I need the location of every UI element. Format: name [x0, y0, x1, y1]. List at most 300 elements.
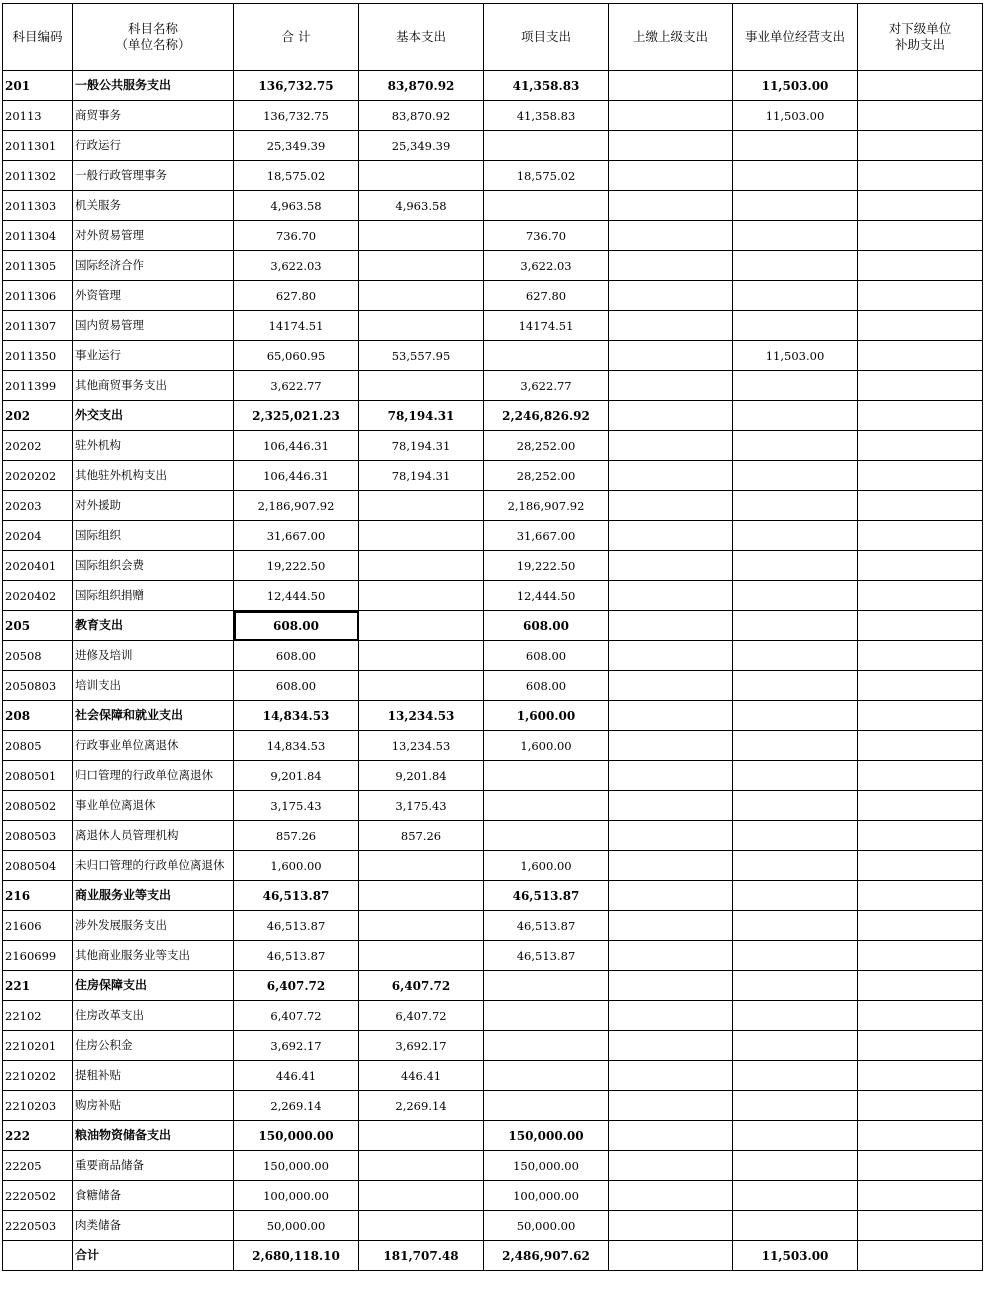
cell-project[interactable]: 608.00: [484, 671, 609, 701]
cell-business[interactable]: [733, 941, 858, 971]
cell-basic[interactable]: [359, 671, 484, 701]
cell-upper[interactable]: [609, 251, 733, 281]
cell-name[interactable]: 国际组织会费: [73, 551, 234, 581]
cell-total[interactable]: 136,732.75: [234, 101, 359, 131]
cell-basic[interactable]: 83,870.92: [359, 71, 484, 101]
cell-project[interactable]: 1,600.00: [484, 701, 609, 731]
cell-basic[interactable]: 446.41: [359, 1061, 484, 1091]
cell-basic[interactable]: [359, 881, 484, 911]
cell-subsidy[interactable]: [858, 701, 983, 731]
cell-business[interactable]: [733, 821, 858, 851]
cell-name[interactable]: 商业服务业等支出: [73, 881, 234, 911]
cell-upper[interactable]: [609, 371, 733, 401]
cell-subsidy[interactable]: [858, 461, 983, 491]
cell-project[interactable]: 46,513.87: [484, 881, 609, 911]
cell-name[interactable]: 国际组织捐赠: [73, 581, 234, 611]
cell-business[interactable]: [733, 1001, 858, 1031]
cell-upper[interactable]: [609, 1241, 733, 1271]
cell-subsidy[interactable]: [858, 581, 983, 611]
cell-total[interactable]: 608.00: [234, 641, 359, 671]
cell-name[interactable]: 进修及培训: [73, 641, 234, 671]
cell-subsidy[interactable]: [858, 251, 983, 281]
cell-basic[interactable]: [359, 911, 484, 941]
cell-project[interactable]: 2,186,907.92: [484, 491, 609, 521]
cell-upper[interactable]: [609, 1211, 733, 1241]
cell-business[interactable]: [733, 161, 858, 191]
cell-basic[interactable]: 83,870.92: [359, 101, 484, 131]
cell-code[interactable]: 2011302: [3, 161, 73, 191]
cell-code[interactable]: 20203: [3, 491, 73, 521]
cell-name[interactable]: 重要商品储备: [73, 1151, 234, 1181]
cell-business[interactable]: [733, 521, 858, 551]
cell-subsidy[interactable]: [858, 431, 983, 461]
cell-subsidy[interactable]: [858, 791, 983, 821]
cell-basic[interactable]: 25,349.39: [359, 131, 484, 161]
cell-name[interactable]: 离退休人员管理机构: [73, 821, 234, 851]
cell-basic[interactable]: [359, 1211, 484, 1241]
cell-project[interactable]: 28,252.00: [484, 461, 609, 491]
cell-business[interactable]: [733, 191, 858, 221]
cell-business[interactable]: [733, 581, 858, 611]
cell-project[interactable]: [484, 791, 609, 821]
cell-total[interactable]: 106,446.31: [234, 461, 359, 491]
cell-business[interactable]: [733, 371, 858, 401]
cell-basic[interactable]: [359, 311, 484, 341]
cell-project[interactable]: 150,000.00: [484, 1121, 609, 1151]
cell-subsidy[interactable]: [858, 1091, 983, 1121]
cell-name[interactable]: 归口管理的行政单位离退休: [73, 761, 234, 791]
header-name[interactable]: 科目名称 （单位名称）: [73, 4, 234, 71]
cell-total[interactable]: 3,692.17: [234, 1031, 359, 1061]
cell-total[interactable]: 2,269.14: [234, 1091, 359, 1121]
cell-basic[interactable]: 78,194.31: [359, 431, 484, 461]
cell-subsidy[interactable]: [858, 161, 983, 191]
cell-subsidy[interactable]: [858, 1211, 983, 1241]
cell-total[interactable]: 446.41: [234, 1061, 359, 1091]
cell-project[interactable]: 627.80: [484, 281, 609, 311]
cell-code[interactable]: 2210201: [3, 1031, 73, 1061]
cell-business[interactable]: [733, 131, 858, 161]
cell-upper[interactable]: [609, 701, 733, 731]
cell-upper[interactable]: [609, 731, 733, 761]
cell-name[interactable]: 其他驻外机构支出: [73, 461, 234, 491]
cell-code[interactable]: 20113: [3, 101, 73, 131]
cell-project[interactable]: 1,600.00: [484, 731, 609, 761]
cell-project[interactable]: [484, 821, 609, 851]
cell-project[interactable]: [484, 341, 609, 371]
cell-business[interactable]: [733, 641, 858, 671]
cell-basic[interactable]: [359, 491, 484, 521]
cell-subsidy[interactable]: [858, 551, 983, 581]
cell-total[interactable]: 46,513.87: [234, 941, 359, 971]
cell-code[interactable]: 2080501: [3, 761, 73, 791]
cell-subsidy[interactable]: [858, 911, 983, 941]
cell-total[interactable]: 6,407.72: [234, 971, 359, 1001]
cell-project[interactable]: 41,358.83: [484, 71, 609, 101]
cell-total[interactable]: 14,834.53: [234, 701, 359, 731]
cell-basic[interactable]: 78,194.31: [359, 461, 484, 491]
header-upper[interactable]: 上缴上级支出: [609, 4, 733, 71]
cell-upper[interactable]: [609, 1181, 733, 1211]
cell-total[interactable]: 65,060.95: [234, 341, 359, 371]
cell-business[interactable]: [733, 911, 858, 941]
cell-upper[interactable]: [609, 641, 733, 671]
cell-total[interactable]: 14174.51: [234, 311, 359, 341]
cell-project[interactable]: 608.00: [484, 611, 609, 641]
cell-upper[interactable]: [609, 581, 733, 611]
cell-total[interactable]: 3,622.77: [234, 371, 359, 401]
cell-total[interactable]: 18,575.02: [234, 161, 359, 191]
cell-name[interactable]: 教育支出: [73, 611, 234, 641]
cell-basic[interactable]: [359, 281, 484, 311]
header-code[interactable]: 科目编码: [3, 4, 73, 71]
cell-upper[interactable]: [609, 281, 733, 311]
cell-subsidy[interactable]: [858, 191, 983, 221]
cell-name[interactable]: 机关服务: [73, 191, 234, 221]
cell-business[interactable]: [733, 791, 858, 821]
cell-upper[interactable]: [609, 101, 733, 131]
header-business[interactable]: 事业单位经营支出: [733, 4, 858, 71]
cell-subsidy[interactable]: [858, 971, 983, 1001]
cell-basic[interactable]: 3,692.17: [359, 1031, 484, 1061]
cell-project[interactable]: 46,513.87: [484, 941, 609, 971]
cell-basic[interactable]: 9,201.84: [359, 761, 484, 791]
cell-basic[interactable]: [359, 1121, 484, 1151]
cell-subsidy[interactable]: [858, 881, 983, 911]
cell-code[interactable]: 2011350: [3, 341, 73, 371]
cell-total[interactable]: 608.00: [234, 611, 359, 641]
cell-business[interactable]: [733, 281, 858, 311]
cell-upper[interactable]: [609, 341, 733, 371]
cell-project[interactable]: 100,000.00: [484, 1181, 609, 1211]
cell-business[interactable]: [733, 1181, 858, 1211]
cell-code[interactable]: 216: [3, 881, 73, 911]
cell-total[interactable]: 136,732.75: [234, 71, 359, 101]
cell-name[interactable]: 提租补贴: [73, 1061, 234, 1091]
cell-upper[interactable]: [609, 551, 733, 581]
cell-project[interactable]: 2,486,907.62: [484, 1241, 609, 1271]
cell-project[interactable]: 50,000.00: [484, 1211, 609, 1241]
cell-business[interactable]: [733, 671, 858, 701]
cell-upper[interactable]: [609, 1031, 733, 1061]
cell-business[interactable]: [733, 1121, 858, 1151]
cell-name[interactable]: 其他商业服务业等支出: [73, 941, 234, 971]
cell-code[interactable]: 2011399: [3, 371, 73, 401]
cell-total[interactable]: 14,834.53: [234, 731, 359, 761]
cell-code[interactable]: 2220503: [3, 1211, 73, 1241]
cell-code[interactable]: 2011304: [3, 221, 73, 251]
cell-code[interactable]: 2020202: [3, 461, 73, 491]
cell-subsidy[interactable]: [858, 341, 983, 371]
cell-basic[interactable]: 857.26: [359, 821, 484, 851]
cell-business[interactable]: [733, 401, 858, 431]
cell-project[interactable]: 28,252.00: [484, 431, 609, 461]
cell-name[interactable]: 住房改革支出: [73, 1001, 234, 1031]
cell-business[interactable]: 11,503.00: [733, 101, 858, 131]
header-total[interactable]: 合 计: [234, 4, 359, 71]
cell-project[interactable]: 18,575.02: [484, 161, 609, 191]
cell-code[interactable]: 205: [3, 611, 73, 641]
cell-basic[interactable]: 13,234.53: [359, 731, 484, 761]
cell-business[interactable]: [733, 971, 858, 1001]
cell-basic[interactable]: 4,963.58: [359, 191, 484, 221]
cell-code[interactable]: 202: [3, 401, 73, 431]
cell-total[interactable]: 736.70: [234, 221, 359, 251]
cell-name[interactable]: 住房保障支出: [73, 971, 234, 1001]
cell-business[interactable]: [733, 251, 858, 281]
cell-business[interactable]: 11,503.00: [733, 71, 858, 101]
cell-code[interactable]: 201: [3, 71, 73, 101]
cell-total[interactable]: 25,349.39: [234, 131, 359, 161]
cell-basic[interactable]: [359, 251, 484, 281]
cell-name[interactable]: 国际经济合作: [73, 251, 234, 281]
cell-upper[interactable]: [609, 971, 733, 1001]
cell-basic[interactable]: 13,234.53: [359, 701, 484, 731]
cell-business[interactable]: 11,503.00: [733, 341, 858, 371]
cell-name[interactable]: 一般行政管理事务: [73, 161, 234, 191]
cell-name[interactable]: 商贸事务: [73, 101, 234, 131]
cell-code[interactable]: 2220502: [3, 1181, 73, 1211]
cell-subsidy[interactable]: [858, 821, 983, 851]
cell-total[interactable]: 31,667.00: [234, 521, 359, 551]
cell-subsidy[interactable]: [858, 1241, 983, 1271]
cell-total[interactable]: 12,444.50: [234, 581, 359, 611]
cell-project[interactable]: 736.70: [484, 221, 609, 251]
cell-upper[interactable]: [609, 791, 733, 821]
cell-name[interactable]: 购房补贴: [73, 1091, 234, 1121]
cell-upper[interactable]: [609, 491, 733, 521]
cell-upper[interactable]: [609, 521, 733, 551]
cell-basic[interactable]: 78,194.31: [359, 401, 484, 431]
cell-total[interactable]: 6,407.72: [234, 1001, 359, 1031]
cell-code[interactable]: 2210203: [3, 1091, 73, 1121]
cell-total[interactable]: 627.80: [234, 281, 359, 311]
cell-code[interactable]: [3, 1241, 73, 1271]
cell-business[interactable]: [733, 1061, 858, 1091]
cell-upper[interactable]: [609, 911, 733, 941]
cell-business[interactable]: [733, 461, 858, 491]
cell-code[interactable]: 2011303: [3, 191, 73, 221]
cell-total[interactable]: 46,513.87: [234, 911, 359, 941]
cell-code[interactable]: 2020401: [3, 551, 73, 581]
cell-subsidy[interactable]: [858, 941, 983, 971]
cell-business[interactable]: [733, 701, 858, 731]
header-project[interactable]: 项目支出: [484, 4, 609, 71]
cell-subsidy[interactable]: [858, 371, 983, 401]
cell-project[interactable]: 3,622.77: [484, 371, 609, 401]
cell-subsidy[interactable]: [858, 401, 983, 431]
cell-subsidy[interactable]: [858, 281, 983, 311]
cell-basic[interactable]: [359, 161, 484, 191]
cell-business[interactable]: [733, 551, 858, 581]
cell-code[interactable]: 2080504: [3, 851, 73, 881]
cell-project[interactable]: 46,513.87: [484, 911, 609, 941]
cell-upper[interactable]: [609, 401, 733, 431]
cell-code[interactable]: 2210202: [3, 1061, 73, 1091]
cell-name[interactable]: 培训支出: [73, 671, 234, 701]
cell-name[interactable]: 外资管理: [73, 281, 234, 311]
cell-code[interactable]: 208: [3, 701, 73, 731]
cell-subsidy[interactable]: [858, 1151, 983, 1181]
cell-name[interactable]: 行政事业单位离退休: [73, 731, 234, 761]
cell-basic[interactable]: 3,175.43: [359, 791, 484, 821]
cell-name[interactable]: 粮油物资储备支出: [73, 1121, 234, 1151]
cell-total[interactable]: 608.00: [234, 671, 359, 701]
cell-project[interactable]: 41,358.83: [484, 101, 609, 131]
cell-name[interactable]: 对外贸易管理: [73, 221, 234, 251]
cell-upper[interactable]: [609, 761, 733, 791]
cell-name[interactable]: 合计: [73, 1241, 234, 1271]
cell-business[interactable]: [733, 1091, 858, 1121]
cell-basic[interactable]: [359, 611, 484, 641]
cell-basic[interactable]: [359, 1181, 484, 1211]
cell-total[interactable]: 9,201.84: [234, 761, 359, 791]
cell-subsidy[interactable]: [858, 101, 983, 131]
cell-project[interactable]: [484, 1061, 609, 1091]
cell-code[interactable]: 22102: [3, 1001, 73, 1031]
cell-name[interactable]: 事业单位离退休: [73, 791, 234, 821]
cell-code[interactable]: 20202: [3, 431, 73, 461]
cell-total[interactable]: 2,186,907.92: [234, 491, 359, 521]
cell-name[interactable]: 对外援助: [73, 491, 234, 521]
cell-upper[interactable]: [609, 821, 733, 851]
cell-business[interactable]: [733, 611, 858, 641]
cell-basic[interactable]: 6,407.72: [359, 1001, 484, 1031]
cell-code[interactable]: 2011305: [3, 251, 73, 281]
cell-upper[interactable]: [609, 881, 733, 911]
cell-upper[interactable]: [609, 1151, 733, 1181]
cell-business[interactable]: [733, 491, 858, 521]
cell-subsidy[interactable]: [858, 1121, 983, 1151]
cell-project[interactable]: 12,444.50: [484, 581, 609, 611]
cell-code[interactable]: 2011301: [3, 131, 73, 161]
cell-code[interactable]: 222: [3, 1121, 73, 1151]
cell-business[interactable]: [733, 1031, 858, 1061]
cell-business[interactable]: [733, 761, 858, 791]
cell-business[interactable]: [733, 851, 858, 881]
cell-subsidy[interactable]: [858, 311, 983, 341]
cell-project[interactable]: [484, 1091, 609, 1121]
cell-name[interactable]: 住房公积金: [73, 1031, 234, 1061]
cell-code[interactable]: 20805: [3, 731, 73, 761]
cell-basic[interactable]: 53,557.95: [359, 341, 484, 371]
cell-subsidy[interactable]: [858, 131, 983, 161]
cell-subsidy[interactable]: [858, 1061, 983, 1091]
cell-basic[interactable]: 6,407.72: [359, 971, 484, 1001]
cell-name[interactable]: 其他商贸事务支出: [73, 371, 234, 401]
cell-code[interactable]: 22205: [3, 1151, 73, 1181]
cell-code[interactable]: 2020402: [3, 581, 73, 611]
cell-upper[interactable]: [609, 191, 733, 221]
cell-basic[interactable]: 181,707.48: [359, 1241, 484, 1271]
cell-subsidy[interactable]: [858, 1031, 983, 1061]
cell-project[interactable]: 2,246,826.92: [484, 401, 609, 431]
cell-subsidy[interactable]: [858, 491, 983, 521]
cell-code[interactable]: 2080502: [3, 791, 73, 821]
header-basic[interactable]: 基本支出: [359, 4, 484, 71]
cell-subsidy[interactable]: [858, 761, 983, 791]
cell-total[interactable]: 1,600.00: [234, 851, 359, 881]
cell-basic[interactable]: [359, 221, 484, 251]
cell-name[interactable]: 社会保障和就业支出: [73, 701, 234, 731]
cell-subsidy[interactable]: [858, 641, 983, 671]
cell-code[interactable]: 20204: [3, 521, 73, 551]
cell-total[interactable]: 19,222.50: [234, 551, 359, 581]
cell-business[interactable]: [733, 221, 858, 251]
cell-total[interactable]: 150,000.00: [234, 1121, 359, 1151]
cell-project[interactable]: [484, 1001, 609, 1031]
cell-subsidy[interactable]: [858, 611, 983, 641]
cell-project[interactable]: [484, 131, 609, 161]
cell-upper[interactable]: [609, 461, 733, 491]
cell-upper[interactable]: [609, 1091, 733, 1121]
cell-basic[interactable]: [359, 641, 484, 671]
cell-name[interactable]: 食糖储备: [73, 1181, 234, 1211]
cell-total[interactable]: 4,963.58: [234, 191, 359, 221]
cell-upper[interactable]: [609, 131, 733, 161]
cell-basic[interactable]: [359, 521, 484, 551]
cell-name[interactable]: 国际组织: [73, 521, 234, 551]
cell-upper[interactable]: [609, 671, 733, 701]
cell-upper[interactable]: [609, 851, 733, 881]
cell-business[interactable]: [733, 881, 858, 911]
cell-code[interactable]: 20508: [3, 641, 73, 671]
cell-upper[interactable]: [609, 941, 733, 971]
cell-basic[interactable]: [359, 1151, 484, 1181]
cell-project[interactable]: 608.00: [484, 641, 609, 671]
cell-project[interactable]: 1,600.00: [484, 851, 609, 881]
cell-total[interactable]: 857.26: [234, 821, 359, 851]
cell-subsidy[interactable]: [858, 731, 983, 761]
cell-name[interactable]: 未归口管理的行政单位离退休: [73, 851, 234, 881]
cell-total[interactable]: 106,446.31: [234, 431, 359, 461]
cell-code[interactable]: 2011307: [3, 311, 73, 341]
cell-business[interactable]: [733, 1151, 858, 1181]
cell-total[interactable]: 2,680,118.10: [234, 1241, 359, 1271]
cell-upper[interactable]: [609, 1061, 733, 1091]
cell-name[interactable]: 行政运行: [73, 131, 234, 161]
cell-total[interactable]: 3,622.03: [234, 251, 359, 281]
cell-project[interactable]: 19,222.50: [484, 551, 609, 581]
cell-upper[interactable]: [609, 71, 733, 101]
cell-upper[interactable]: [609, 1001, 733, 1031]
cell-project[interactable]: [484, 761, 609, 791]
cell-total[interactable]: 50,000.00: [234, 1211, 359, 1241]
cell-name[interactable]: 国内贸易管理: [73, 311, 234, 341]
cell-name[interactable]: 肉类储备: [73, 1211, 234, 1241]
cell-code[interactable]: 2050803: [3, 671, 73, 701]
cell-total[interactable]: 150,000.00: [234, 1151, 359, 1181]
cell-code[interactable]: 2011306: [3, 281, 73, 311]
cell-code[interactable]: 2160699: [3, 941, 73, 971]
cell-upper[interactable]: [609, 431, 733, 461]
cell-subsidy[interactable]: [858, 1001, 983, 1031]
cell-business[interactable]: [733, 1211, 858, 1241]
cell-code[interactable]: 2080503: [3, 821, 73, 851]
cell-total[interactable]: 2,325,021.23: [234, 401, 359, 431]
cell-basic[interactable]: [359, 371, 484, 401]
cell-subsidy[interactable]: [858, 1181, 983, 1211]
cell-basic[interactable]: [359, 941, 484, 971]
cell-project[interactable]: [484, 191, 609, 221]
cell-project[interactable]: 3,622.03: [484, 251, 609, 281]
cell-upper[interactable]: [609, 311, 733, 341]
cell-subsidy[interactable]: [858, 71, 983, 101]
cell-project[interactable]: [484, 971, 609, 1001]
cell-project[interactable]: 14174.51: [484, 311, 609, 341]
cell-total[interactable]: 46,513.87: [234, 881, 359, 911]
cell-name[interactable]: 事业运行: [73, 341, 234, 371]
